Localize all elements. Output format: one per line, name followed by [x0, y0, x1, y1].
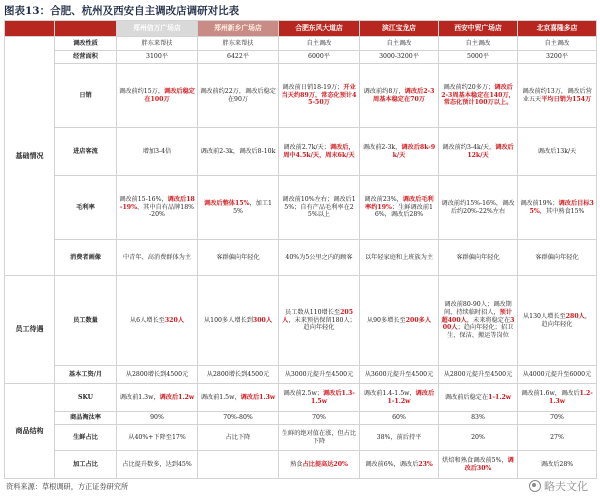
header-store: 郑州新乡广场店: [198, 21, 279, 37]
highlight-text: 调改后1.3w: [240, 393, 276, 401]
table-cell: [439, 276, 518, 366]
table-row: [5, 64, 597, 128]
table-cell: [198, 425, 279, 451]
cell-text: 从90多增长至: [366, 316, 406, 324]
table-cell: [439, 425, 518, 451]
cell-text: 熟食: [290, 460, 303, 468]
table-cell: [360, 451, 439, 479]
table-cell: 3100平: [117, 51, 198, 64]
header-store: 郑州信万广场店: [117, 21, 198, 37]
table-row: [5, 276, 597, 366]
table-cell: 70%-80%: [198, 412, 279, 425]
table-cell: [518, 64, 597, 128]
highlight-text: 300人: [252, 316, 273, 324]
cell-text: 客群偏向年轻化: [535, 253, 579, 261]
table-cell: [117, 64, 198, 128]
highlight-text: 调改后目标35%: [529, 199, 594, 215]
cell-text: ，未来预估保留180人；趋向年轻化: [288, 316, 356, 332]
table-row: [5, 412, 597, 425]
cell-text: 调改前1.3w，: [119, 393, 160, 401]
highlight-text: 平均日销为154万: [541, 95, 592, 103]
table-cell: 自主调改: [518, 37, 597, 51]
highlight-text: 调改后2-3周基本稳定在140万，常态化预计100万以上。: [441, 83, 515, 107]
cell-text: ，加工15%: [233, 199, 272, 215]
weibo-icon: [529, 480, 541, 492]
cell-text: 调改前约8万，: [363, 87, 405, 95]
cell-text: 占比提升数多，达到45%: [122, 460, 192, 468]
highlight-text: 调改后1-1.2w: [387, 389, 435, 405]
header-store: 北京喜隆多店: [518, 21, 597, 37]
table-cell: [518, 240, 597, 276]
cell-text: ；趋向年轻化；招卫生、保洁、搬运等岗位: [447, 324, 514, 340]
table-cell: 60%: [360, 412, 439, 425]
table-cell: [117, 128, 198, 176]
cell-text: 调改前1.5w，: [200, 393, 241, 401]
cell-text: 从4000元提升至6000元: [522, 370, 592, 378]
table-cell: [117, 425, 198, 451]
cell-text: 从2800增长到4500元: [206, 370, 270, 378]
table-cell: 胖东来帮扶: [198, 37, 279, 51]
table-cell: 自主调改: [279, 37, 360, 51]
cell-text: 调改前80-90人；调改期间，持续临时招人，: [443, 300, 512, 316]
highlight-text: 1-1.2w: [488, 393, 512, 401]
row-label: SKU: [55, 384, 117, 412]
table-cell: [198, 64, 279, 128]
table-cell: [439, 384, 518, 412]
table-cell: 83%: [439, 412, 518, 425]
table-cell: [518, 276, 597, 366]
table-cell: [198, 384, 279, 412]
cell-text: ，趋向年轻化: [541, 312, 592, 328]
cell-text: 调改前约22万，调改后稳定在90万: [200, 87, 276, 103]
cell-text: 烘焙和熟食调改前5%，: [442, 456, 508, 464]
table-cell: [360, 276, 439, 366]
highlight-text: 调改后8k-9k/天: [392, 143, 436, 159]
cell-text: 占比下降: [225, 433, 251, 441]
table-cell: [360, 366, 439, 384]
table-cell: 70%: [279, 412, 360, 425]
comparison-table: [4, 20, 597, 479]
table-cell: [360, 176, 439, 240]
table-row: [5, 451, 597, 479]
table-row: [5, 384, 597, 412]
highlight-text: 320人: [164, 316, 184, 324]
cell-text: 调改前1.4-1.5w，: [363, 389, 416, 397]
highlight-text: 开业当天约89万，常态化预计45-50万: [281, 83, 357, 107]
cell-text: 调改前约15万，: [119, 87, 165, 95]
cell-text: 从2800元提升至4500元: [443, 370, 513, 378]
table-cell: [198, 176, 279, 240]
cell-text: 从40%+下降至17%: [128, 433, 186, 441]
cell-text: 调改前2-3k，调改后8-10k: [200, 147, 276, 155]
cell-text: 调改前6%，调改后: [365, 460, 419, 468]
cell-text: 40%为5公里之内的顾客: [285, 253, 353, 261]
table-cell: 自主调改: [439, 37, 518, 51]
cell-text: 27%: [550, 433, 564, 441]
table-row: [5, 37, 597, 51]
cell-text: 调改前约20多万；: [443, 83, 495, 91]
table-cell: 自主调改: [360, 37, 439, 51]
header-blank: [5, 21, 55, 37]
row-label: 生鲜占比: [55, 425, 117, 451]
table-cell: [360, 240, 439, 276]
cell-text: 从100多人增长到: [203, 316, 253, 324]
highlight-text: 1.2-1.3w: [548, 389, 593, 405]
row-label: 基本工资/月: [55, 366, 117, 384]
section-label: 商品结构: [5, 384, 55, 479]
table-cell: 6000平: [279, 51, 360, 64]
cell-text: 生鲜的绝对值在涨，但占比下降: [281, 429, 357, 445]
row-label: 员工数量: [55, 276, 117, 366]
highlight-text: 调改后毛利率约19%: [365, 195, 434, 211]
row-label: 日销: [55, 64, 117, 128]
cell-text: 调改前约13万，调改后营业五天: [522, 87, 592, 103]
figure-title: 图表13：合肥、杭州及西安自主调改店调研对比表: [4, 5, 240, 17]
cell-text: 调改前1.6w，调改后: [521, 389, 580, 397]
cell-text: 客群偏向年轻化: [456, 253, 500, 261]
watermark: [529, 478, 588, 494]
highlight-text: 调改后2-3周基本稳定在70万: [373, 87, 435, 103]
table-cell: [360, 64, 439, 128]
cell-text: 以年轻家庭和上班族为主: [364, 253, 434, 261]
highlight-text: 调改后稳定在100万: [144, 87, 195, 103]
cell-text: 调改前后稳定在: [444, 393, 489, 401]
table-cell: 胖东来帮扶: [117, 37, 198, 51]
section-label: 基础情况: [5, 37, 55, 276]
table-cell: [518, 366, 597, 384]
table-cell: 6422平: [198, 51, 279, 64]
highlight-text: 200多人: [405, 316, 432, 324]
table-cell: [198, 451, 279, 479]
cell-text: 客群偏向年轻化: [216, 253, 260, 261]
table-cell: 90%: [117, 412, 198, 425]
cell-text: 从2800增长到4500元: [125, 370, 189, 378]
section-label: 员工待遇: [5, 276, 55, 384]
cell-text: 20%: [471, 433, 485, 441]
source-note: 资料来源：草根调研，方正证券研究所: [6, 482, 129, 491]
cell-text: 调改前23%，: [364, 195, 403, 203]
table-cell: [439, 176, 518, 240]
highlight-text: 205人: [282, 308, 354, 324]
row-label: 调改性质: [55, 37, 117, 51]
cell-text: 调改前2.7k/天；: [283, 143, 330, 151]
table-cell: [198, 128, 279, 176]
table-cell: [279, 451, 360, 479]
table-row: [5, 240, 597, 276]
row-label: 加工占比: [55, 451, 117, 479]
header-row: [5, 21, 597, 37]
table-cell: [279, 128, 360, 176]
table-cell: [360, 384, 439, 412]
table-cell: 3200平: [518, 51, 597, 64]
highlight-text: 23%: [418, 460, 433, 468]
table-row: [5, 366, 597, 384]
row-label: 毛利率: [55, 176, 117, 240]
table-cell: [117, 384, 198, 412]
cell-text: 调改前2-3k，: [362, 143, 402, 151]
watermark-text: 略夫文化: [544, 480, 588, 493]
cell-text: 从6人增长至: [130, 316, 165, 324]
cell-text: 调改后13k/天: [537, 147, 577, 155]
table-row: [5, 176, 597, 240]
cell-text: 调改前约3-4k/天，: [442, 143, 496, 151]
cell-text: 调改前15-16%，: [119, 195, 168, 203]
cell-text: 调改前约15%-16%，调改后约20%-22%左右: [441, 199, 515, 215]
highlight-text: 调改后1.2w: [159, 393, 195, 401]
cell-text: 38%，前后持平: [376, 433, 422, 441]
cell-text: 调改后28%: [540, 460, 574, 468]
table-cell: [198, 366, 279, 384]
highlight-text: 调改后整体15%: [204, 199, 250, 207]
highlight-text: 调改后，周中4.5k/天，周末6k/天: [283, 143, 355, 159]
table-cell: [279, 276, 360, 366]
cell-text: 员工数从110增长至: [284, 308, 341, 316]
table-cell: [439, 240, 518, 276]
table-cell: [117, 176, 198, 240]
table-cell: [117, 366, 198, 384]
header-store: 合肥东风大道店: [279, 21, 360, 37]
cell-text: 调改前日销18-19万；: [282, 83, 344, 91]
cell-text: ，其中自有品牌18%-20%: [136, 203, 195, 219]
table-cell: [518, 451, 597, 479]
highlight-text: 预计超400人: [441, 308, 513, 324]
cell-text: 从130人增长至: [522, 312, 566, 320]
table-cell: [360, 128, 439, 176]
table-cell: [518, 384, 597, 412]
cell-text: 中青年、高消费群体为主: [122, 253, 192, 261]
row-label: 进店客流: [55, 128, 117, 176]
highlight-text: 调改后1.3-1.5w: [310, 389, 355, 405]
highlight-text: 调改后30%: [464, 456, 514, 472]
highlight-text: 调改后12k/天: [467, 143, 514, 159]
cell-text: ；生鲜调改前16%，调改后28%: [374, 203, 433, 219]
table-cell: 5000平: [439, 51, 518, 64]
cell-text: 调改前19%；: [520, 199, 559, 207]
cell-text: ，其中熟食15%: [539, 207, 585, 215]
highlight-text: 调改后18-19%: [119, 195, 195, 211]
cell-text: 从3000元提升至4500元: [284, 370, 354, 378]
table-row: [5, 425, 597, 451]
table-cell: [439, 366, 518, 384]
table-cell: [117, 276, 198, 366]
table-cell: [117, 451, 198, 479]
header-store: 滨江宝龙店: [360, 21, 439, 37]
table-cell: [518, 176, 597, 240]
table-cell: [279, 366, 360, 384]
table-cell: [518, 425, 597, 451]
table-cell: [279, 64, 360, 128]
highlight-text: 占比提高达20%: [302, 460, 348, 468]
table-row: [5, 128, 597, 176]
table-cell: 3000-3200平: [360, 51, 439, 64]
table-cell: [279, 176, 360, 240]
table-cell: 70%: [518, 412, 597, 425]
highlight-text: 280人: [565, 312, 585, 320]
row-label: 商品淘汰率: [55, 412, 117, 425]
cell-text: 调改前2.5w；: [283, 389, 323, 397]
table-cell: [117, 240, 198, 276]
cell-text: 调改前10%左右；调改后15%；自有产品毛利率在25%以上: [282, 195, 356, 219]
table-cell: [279, 384, 360, 412]
cell-text: 增加3-4倍: [142, 147, 172, 155]
cell-text: ，未来将稳定在: [466, 316, 511, 324]
highlight-text: 300人: [442, 316, 515, 332]
table-cell: [439, 64, 518, 128]
table-cell: [198, 240, 279, 276]
table-cell: [439, 128, 518, 176]
cell-text: 从3600元提升至4500元: [364, 370, 434, 378]
header-blank: [55, 21, 117, 37]
table-cell: [279, 240, 360, 276]
table-cell: [279, 425, 360, 451]
table-cell: [198, 276, 279, 366]
row-label: 消费者画像: [55, 240, 117, 276]
header-store: 西安中贸广场店: [439, 21, 518, 37]
table-cell: [439, 451, 518, 479]
table-cell: [518, 128, 597, 176]
row-label: 经营面积: [55, 51, 117, 64]
table-row: [5, 51, 597, 64]
table-cell: [360, 425, 439, 451]
